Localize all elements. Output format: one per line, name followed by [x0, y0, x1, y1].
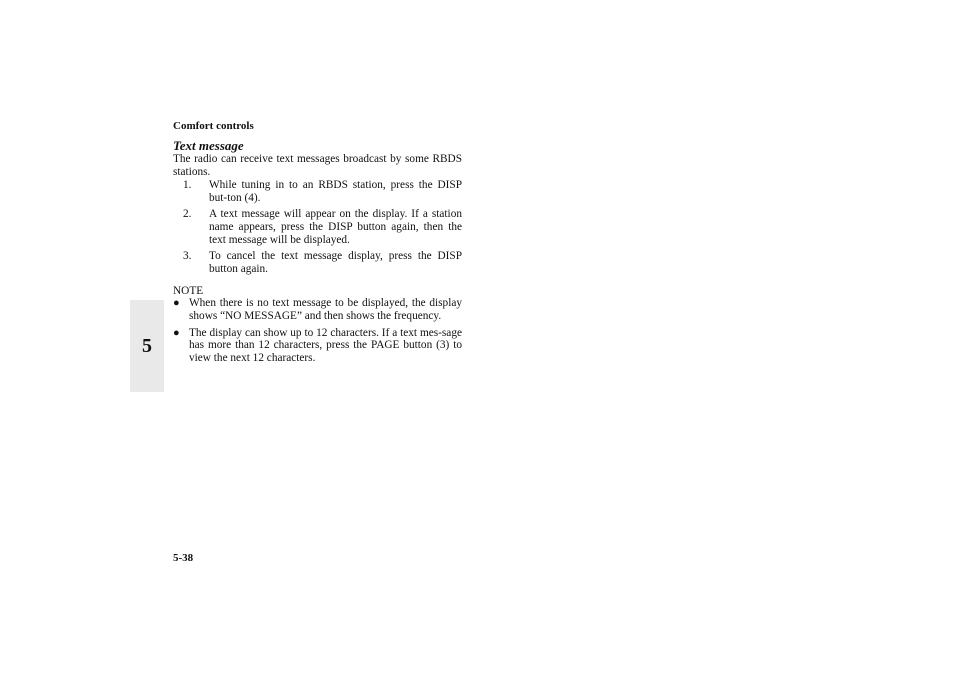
article-content [173, 139, 462, 368]
step-text: To cancel the text message display, press the DISP button again. [209, 250, 462, 275]
notes-list [173, 297, 462, 364]
step-text: While tuning in to an RBDS station, press the DISP but-ton (4). [209, 179, 462, 204]
bullet-icon: ● [173, 326, 180, 339]
page-number: 5-38 [173, 552, 194, 564]
note-label: NOTE [173, 285, 204, 298]
list-item [173, 250, 462, 275]
list-item [173, 179, 462, 204]
bullet-icon: ● [173, 297, 180, 310]
step-number: 1. [183, 179, 192, 192]
note-text: The display can show up to 12 characters. If a text mes-sage has more than 12 characters, press the PAGE button (3) to view the next 12 characters. [189, 326, 462, 364]
step-number: 2. [183, 208, 192, 221]
list-item [173, 297, 462, 322]
intro-paragraph: The radio can receive text messages broadcast by some RBDS stations. [173, 153, 462, 178]
note-text: When there is no text message to be displayed, the display shows “NO MESSAGE” and then shows the frequency. [189, 297, 462, 322]
steps-list [173, 179, 462, 275]
list-item [173, 208, 462, 246]
list-item [173, 327, 462, 365]
article-heading: Text message [173, 138, 244, 153]
step-number: 3. [183, 250, 192, 263]
section-header: Comfort controls [173, 120, 254, 132]
step-text: A text message will appear on the display. If a station name appears, press the DISP button again, then the text message will be displayed. [209, 208, 462, 246]
chapter-number: 5 [142, 334, 152, 357]
chapter-tab [130, 300, 164, 392]
